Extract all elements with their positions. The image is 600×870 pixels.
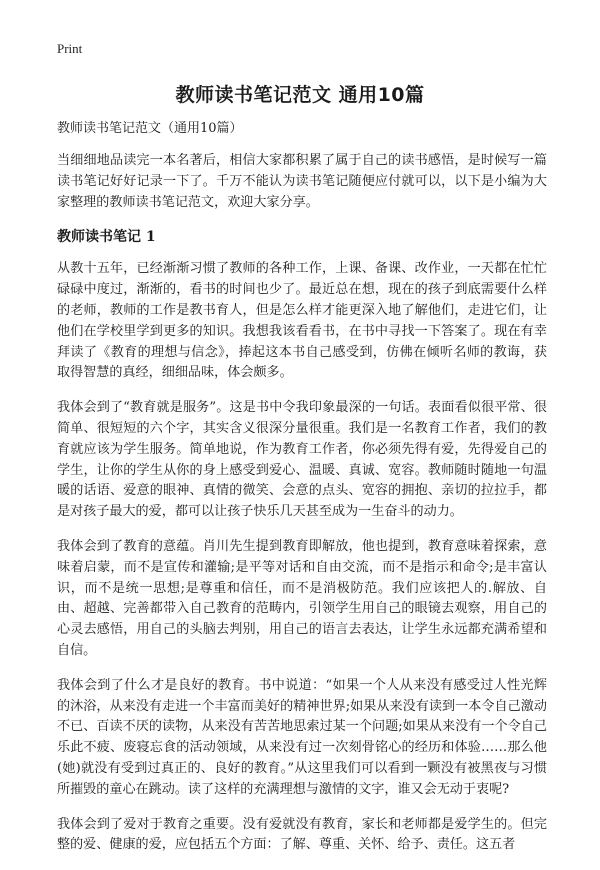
section-heading: 教师读书笔记 1 [57, 229, 156, 246]
body-paragraph-2: 我体会到了“教育就是服务”。这是书中令我印象最深的一句话。表面看似很平常、很简单、很短短的六个字，其实含义很深分量很重。我们是一名教育工作者，我们的教育就应该为学生服务。简单地说，作为教育工作者，你必须先得有爱，先得爱自己的学生，让你的学生从你的身上感受到爱心、温暖、真诚、宽容。教师随时随地一句温暖的话语、爱意的眼神、真情的微笑、会意的点头、宽容的拥抱、亲切的拉拉手，都是对孩子最大的爱，都可以让孩子快乐几天甚至成为一生奋斗的动力。 [57, 400, 547, 520]
intro-paragraph: 当细细地品读完一本名著后，相信大家都积累了属于自己的读书感悟，是时候写一篇读书笔记好好记录一下了。千万不能认为读书笔记随便应付就可以，以下是小编为大家整理的教师读书笔记范文，欢迎大家分享。 [57, 153, 547, 210]
page-title: 教师读书笔记范文 通用10篇 [175, 84, 425, 106]
print-button[interactable]: Print [57, 41, 83, 56]
body-paragraph-4: 我体会到了什么才是良好的教育。书中说道：“如果一个人从来没有感受过人性光辉的沐浴，从来没有走进一个丰富而美好的精神世界;如果从来没有读到一本令自己激动不已、百读不厌的读物，从来没有苦苦地思索过某一个问题;如果从来没有一个令自己乐此不疲、废寝忘食的活动领域，从来没有过一次刻骨铭心的经历和体验……那么他(她)就没有受到过真正的、良好的教育。”从这里我们可以看到一颗没有被黑夜与习惯所摧毁的童心在跳动。读了这样的充满理想与激情的文字，谁又会无动于衷呢? [57, 677, 547, 797]
article-subtitle: 教师读书笔记范文（通用10篇） [57, 121, 243, 136]
body-paragraph-1: 从教十五年，已经渐渐习惯了教师的各种工作，上课、备课、改作业，一天都在忙忙碌碌中度过，渐渐的，看书的时间也少了。最近总在想，现在的孩子到底需要什么样的老师，教师的工作是教书育人，但是怎么样才能更深入地了解他们，走进它们，让他们在学校里学到更多的知识。我想我该看看书，在书中寻找一下答案了。现在有幸拜读了《教育的理想与信念》，捧起这本书自己感受到，仿佛在倾听名师的教诲，获取得智慧的真经，细细品味，体会颇多。 [57, 261, 547, 381]
body-paragraph-3: 我体会到了教育的意蕴。肖川先生提到教育即解放，他也提到，教育意味着探索，意味着启蒙，而不是宣传和灌输;是平等对话和自由交流，而不是指示和命令;是丰富认识，而不是统一思想;是尊重和信任，而不是消极防范。我们应该把人的.解放、自由、超越、完善都带入自己教育的范畴内，引领学生用自己的眼镜去观察，用自己的心灵去感悟，用自己的头脑去判别，用自己的语言去表达，让学生永远都充满希望和自信。 [57, 538, 547, 658]
article-body [57, 119, 547, 870]
body-paragraph-5: 我体会到了爱对于教育之重要。没有爱就没有教育，家长和老师都是爱学生的。但完整的爱、健康的爱，应包括五个方面：了解、尊重、关怀、给予、责任。这五者 [57, 816, 547, 853]
